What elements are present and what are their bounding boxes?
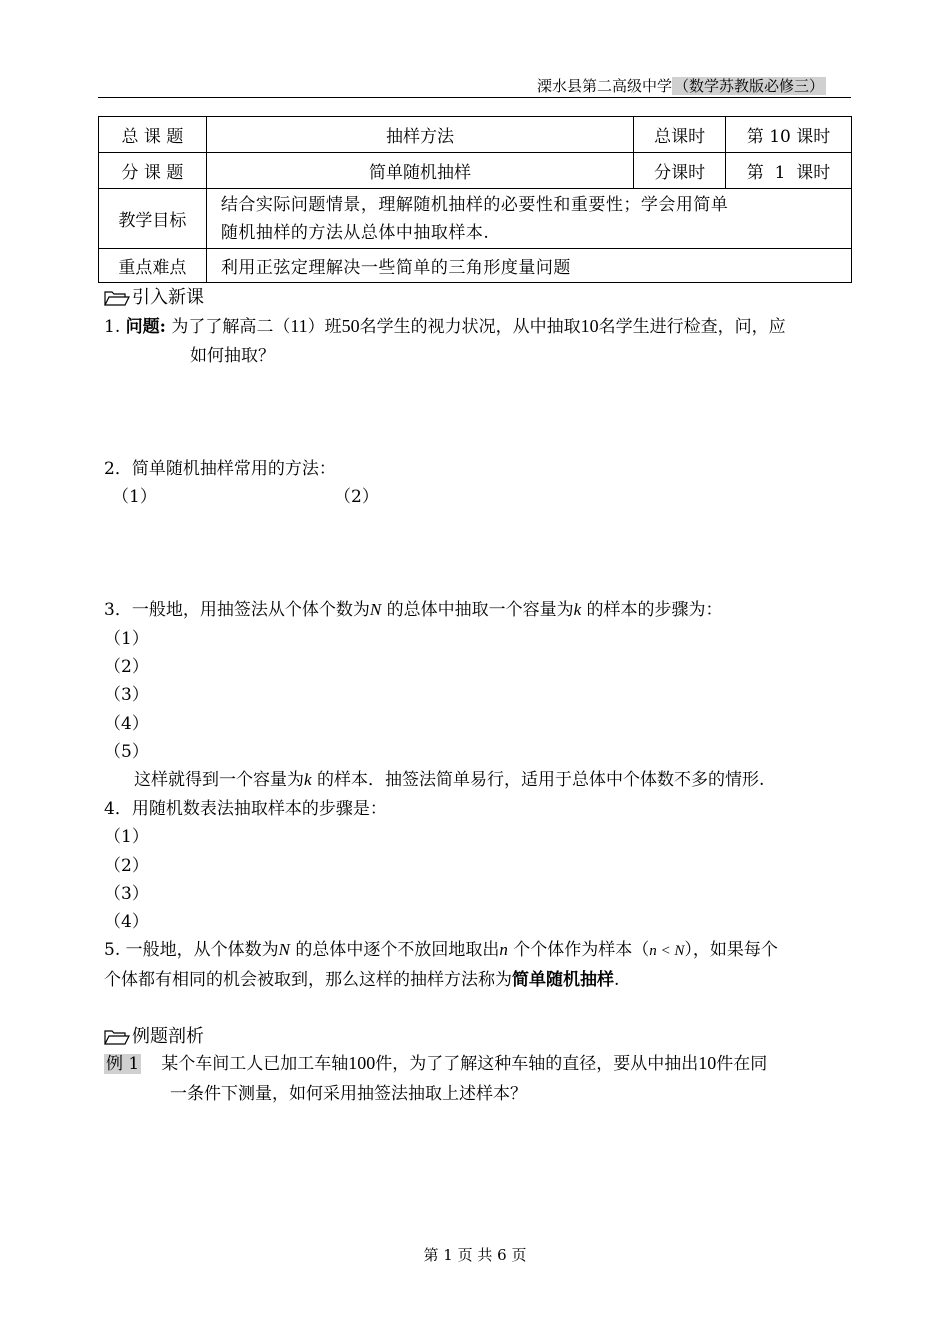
math-var-N: N: [278, 940, 290, 959]
question-text: 的总体中逐个不放回地取出: [289, 940, 500, 960]
step-blank: （2）: [104, 856, 149, 876]
total-topic-value: 抽样方法: [206, 117, 633, 153]
key-points-value: 利用正弦定理解决一些简单的三角形度量问题: [206, 249, 851, 283]
label-sub-periods: 分课时: [634, 153, 726, 189]
lesson-info-table: [98, 116, 852, 283]
step-blank: （5）: [104, 742, 149, 762]
example-1-line2: 一条件下测量，如何采用抽签法抽取上述样本？: [170, 1084, 527, 1104]
question-1: [104, 312, 786, 341]
example-text: 某个车间工人已加工车轴: [161, 1054, 349, 1074]
question-1-line2: 如何抽取？: [190, 346, 275, 366]
table-row: [99, 249, 852, 283]
step-blank: （4）: [104, 912, 149, 932]
question-text: 名学生的视力状况，从中抽取: [359, 317, 581, 337]
question-text: 为了了解高二（: [171, 317, 291, 337]
page-footer: 第 1 页 共 6 页: [423, 1246, 527, 1264]
sample-count: 10: [698, 1053, 717, 1073]
section-examples: [104, 1024, 204, 1050]
question-text: 名学生进行检查，问，应: [598, 317, 786, 337]
math-var-N: N: [369, 600, 382, 619]
sub-topic-value: 简单随机抽样: [206, 153, 633, 189]
step-blank: （1）: [104, 827, 149, 847]
label-key-points: 重点难点: [99, 249, 207, 283]
question-text: 3．一般地，用抽签法从个体个数为: [104, 600, 370, 620]
step-blank: （2）: [104, 657, 149, 677]
label-total-topic: 总 课 题: [99, 117, 207, 153]
question-text: ），如果每个: [684, 940, 778, 960]
question-text: 的样本的步骤为：: [581, 600, 723, 620]
school-name: 溧水县第二高级中学: [537, 77, 673, 95]
step-blank: （3）: [104, 685, 149, 705]
label-objectives: 教学目标: [99, 189, 207, 249]
label-total-periods: 总课时: [634, 117, 726, 153]
question-3: [104, 596, 723, 624]
example-1: [104, 1049, 767, 1078]
question-label: 问题:: [125, 317, 166, 337]
math-condition: n < N: [649, 943, 685, 959]
label-sub-topic: 分 课 题: [99, 153, 207, 189]
axle-count: 100: [348, 1053, 376, 1073]
class-number: 11: [290, 316, 308, 336]
question-text: 5. 一般地，从个体数为: [104, 940, 279, 960]
question-text: 这样就得到一个容量为: [134, 770, 304, 790]
term-simple-random-sampling: 简单随机抽样: [512, 970, 614, 990]
section-title: 例题剖析: [132, 1026, 204, 1047]
student-count: 50: [341, 316, 360, 336]
step-blank: （3）: [104, 884, 149, 904]
folder-icon: [104, 1029, 130, 1045]
question-number: 1.: [104, 317, 121, 337]
step-blank: （1）: [104, 629, 149, 649]
objectives-line: 结合实际问题情景，理解随机抽样的必要性和重要性；学会用简单: [220, 194, 729, 215]
question-text: 个个体作为样本（: [507, 940, 650, 960]
sub-periods-value: 第 1 课时: [726, 153, 852, 189]
question-4: 4．用随机数表法抽取样本的步骤是：: [104, 799, 387, 819]
sample-count: 10: [580, 316, 599, 336]
example-text: 件，为了了解这种车轴的直径，要从中抽出: [375, 1054, 699, 1074]
total-periods-value: 第 10 课时: [726, 117, 852, 153]
step-blank: （4）: [104, 714, 149, 734]
question-2: 2．简单随机抽样常用的方法：: [104, 459, 336, 479]
question-text: 的总体中抽取一个容量为: [381, 600, 574, 620]
textbook-subtitle: （数学苏教版必修三）: [674, 77, 825, 95]
objectives-line: 随机抽样的方法从总体中抽取样本.: [220, 222, 490, 243]
question-text: 个体都有相同的机会被取到，那么这样的抽样方法称为: [104, 970, 512, 990]
question-text: .: [614, 970, 620, 990]
math-var-k: k: [573, 600, 582, 619]
table-row: [99, 153, 852, 189]
question-3-conclusion: [134, 766, 764, 794]
math-var-k: k: [304, 770, 312, 789]
example-tag: 例 1: [106, 1054, 140, 1074]
section-title: 引入新课: [132, 287, 204, 308]
question-text: ）班: [307, 317, 342, 337]
example-text: 件在同: [716, 1054, 768, 1074]
math-var-n: n: [499, 940, 508, 959]
method-2-blank: （2）: [334, 487, 379, 507]
page-header: [537, 76, 826, 96]
header-rule: [98, 97, 851, 98]
question-5: [104, 936, 778, 965]
question-5-line2: [104, 966, 619, 994]
method-1-blank: （1）: [112, 487, 157, 507]
section-intro: [104, 285, 204, 311]
objectives-value: [206, 189, 851, 249]
table-row: [99, 117, 852, 153]
folder-icon: [104, 290, 130, 306]
question-text: 的样本．抽签法简单易行，适用于总体中个体数不多的情形.: [311, 770, 765, 790]
table-row: [99, 189, 852, 249]
